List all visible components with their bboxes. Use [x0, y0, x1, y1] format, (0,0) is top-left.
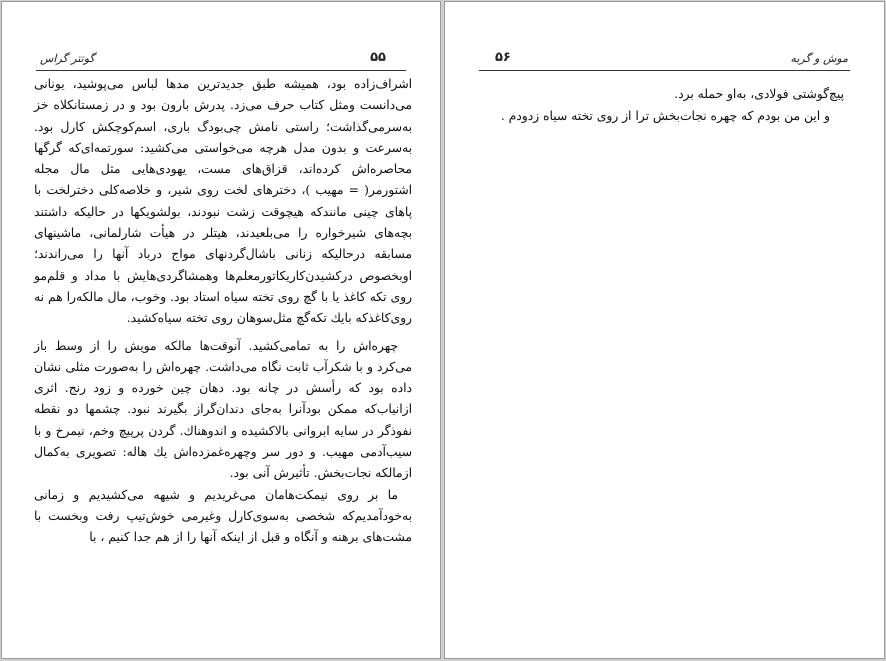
paragraph: پیچ‌گوشتی فولادی، به‌او حمله برد.: [674, 87, 844, 101]
running-title: گوتتر گراس: [40, 52, 95, 65]
header-rule: [479, 70, 850, 71]
page-header: [479, 52, 850, 68]
page-55: [1, 1, 441, 659]
page-number: ۵۵: [370, 50, 386, 65]
page-header: [36, 52, 406, 68]
paragraph: اشراف‌زاده بود، همیشه طبق جدیدترین مدها لباس می‌پوشید، یونانی می‌دانست ومثل کتاب حرف می‌زد. پدرش بارون بود و در زمستانکلاه خز به‌سرمی‌گذاشت؛ راستی نامش چی‌بودگ باری، اسم‌کوچکش کارل بود. به‌سرعت و بدون مدل هرچه می‌خواستی می‌کشید: سورتمه‌ای‌که گرگها محاصره‌اش کرده‌اند، قزاق‌های مست، یهودی‌هایی مثل مال مجله اشتورمر( = مهیب )، دخترهای لخت روی شیر، و خلاصه‌کلی دخترلخت با پاهای چینی مانندکه هیچوقت زشت نبودند، بولشویکها در حالیکه داشتند بچه‌های شیرخواره را می‌بلعیدند، هیتلر در هیأت شارلمانی، ماشینهای مسابقه درحالیکه زنانی باشال‌گردنهای مواج درباد آنها را می‌راندند؛ اوبخصوص درکشیدن‌کاریکاتورمعلم‌ها وهمشاگردی‌هایش با مداد و قلم‌مو روی تکه کاغذ یا با گچ روی تخته سیاه استاد بود. وخوب، مال مالکه‌را هم نه روی‌کاغذکه بایك تکه‌گچ مثل‌سوهان روی تخته سیاه‌کشید.: [34, 77, 412, 326]
header-rule: [36, 70, 406, 71]
running-title: موش و گربه: [790, 52, 848, 65]
page-number: ۵۶: [495, 50, 511, 65]
paragraph: ما بر روی نیمکت‌هامان می‌غریدیم و شیهه می‌کشیدیم و زمانی به‌خودآمدیم‌که شخصی به‌سوی‌کارل وغیرمی خوش‌تیپ رفت وبخست با مشت‌های برهنه و آنگاه و قبل از اینکه آنها را از هم جدا کنیم ، با: [34, 487, 412, 545]
paragraph: چهره‌اش را به تمامی‌کشید. آنوقت‌ها مالکه مویش را از وسط باز می‌کرد و با شکرآب ثابت نگاه می‌داشت. چهره‌اش را به‌صورت مثلی نشان داده بود که رأسش در چانه بود. دهان چین خورده و زود رنج. اثری ازانیاب‌که ممکن بودآنرا به‌جای دندان‌گراز بگیرند نبود. چشمها دو نقطه نفوذگر در سایه ابروانی بالاکشیده و اندوهناك. گردن پرپیچ وخم، نیمرخ و با سیب‌آدمی مهیب. و دور سر وچهره‌غمزده‌اش یك هاله: تصویری به‌کمال ازمالکه نجات‌بخش. تأثیرش آنی بود.: [34, 338, 412, 481]
paragraph: و این من بودم که چهره نجات‌بخش ترا از روی تخته سیاه زدودم .: [500, 108, 830, 123]
page-56: [444, 1, 885, 659]
page-body: [491, 84, 844, 127]
page-body: [34, 74, 412, 549]
